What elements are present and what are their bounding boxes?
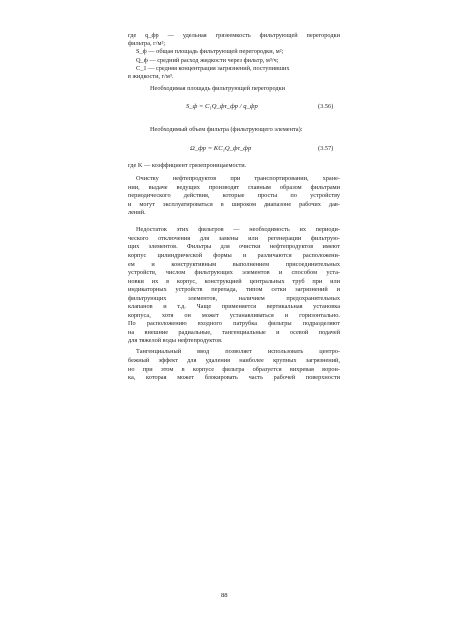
where-k-line: где K — коэффициент грязепроницаемости. (128, 162, 247, 169)
paragraph-line: ческого отключения для замены или регенерации фильтрую- (128, 235, 340, 242)
paragraph-line: клапанов и т.д. Чаще применяется вертикальная установка (128, 303, 340, 310)
definition-line: C_1 — средняя концентрация загрязнений, поступивших (136, 65, 290, 72)
equation-number: (3.56) (318, 103, 334, 110)
volume-intro: Необходимый объем фильтра (фильтрующего элемента): (150, 126, 303, 133)
paragraph-line: щих элементов. Фильтры для очистки нефтепродуктов имеют (128, 243, 340, 250)
definition-line: S_ф — общая площадь фильтрующей перегородки, м²; (136, 48, 284, 55)
paragraph-line: ка, которая может блокировать часть рабочей поверхности (128, 374, 340, 381)
paragraph-line: фильтрующих элементов, наличием предохранительных (128, 295, 340, 302)
area-intro: Необходимая площадь фильтрующей перегородки (150, 85, 286, 92)
paragraph-line: Очистку нефтепродуктов при транспортировании, хране- (136, 175, 340, 182)
definition-line: где q_фр — удельная грязеемкость фильтрующей перегородки (128, 32, 340, 39)
definition-line: Q_ф — средний расход жидкости через фильтр, м³/ч; (136, 57, 279, 64)
paragraph-line: индикаторных устройств перепада, типом сетки загрязнений и (128, 286, 340, 293)
paragraph-line: корпус цилиндрической формы и различаются расположени- (128, 252, 340, 259)
paragraph-line: периодического действия, которые просты по устройству (128, 192, 340, 199)
paragraph-line: нии, выдаче ведущих производят главным образом фильтрами (128, 184, 340, 191)
paragraph-line: новки их в корпус, конструкцией центральных труб при или (128, 278, 340, 285)
paragraph-line: лений. (128, 209, 146, 216)
paragraph-line: бежный эффект для удаления наиболее крупных загрязнений, (128, 357, 340, 364)
formula-3-56: S_ф = C₁Q_фτ_фр / q_фр (186, 103, 258, 110)
paragraph-line: По расположению входного патрубка фильтры подразделяют (128, 320, 340, 327)
paragraph-line: Недостаток этих фильтров — необходимость их периоди- (136, 226, 340, 233)
definition-line: фильтра, г/м²; (128, 40, 166, 47)
paragraph-line: но при этом в корпусе фильтра образуется вихревая ворон- (128, 366, 340, 373)
formula-3-57: Ω_фр = KC₁Q_фτ_фр (190, 145, 252, 152)
page-number: 88 (221, 592, 228, 599)
paragraph-line: и могут эксплуатироваться в широком диапазоне рабочих дав- (128, 201, 340, 208)
paragraph-line: для тяжелой воды нефтепродуктов. (128, 337, 223, 344)
paragraph-line: корпуса, хотя он может устанавливаться и горизонтально. (128, 312, 340, 319)
paragraph-line: устройств, числом фильтрующих элементов и способом уста- (128, 269, 340, 276)
paragraph-line: Тангенциальный ввод позволяет использовать центро- (136, 348, 340, 355)
definition-line: в жидкости, г/м³. (128, 73, 174, 80)
equation-number: (3.57) (318, 145, 334, 152)
paragraph-line: на внешние радиальные, тангенциальные и осевой подачей (128, 329, 340, 336)
paragraph-line: ем и конструктивным выполнением присоединительных (128, 261, 340, 268)
